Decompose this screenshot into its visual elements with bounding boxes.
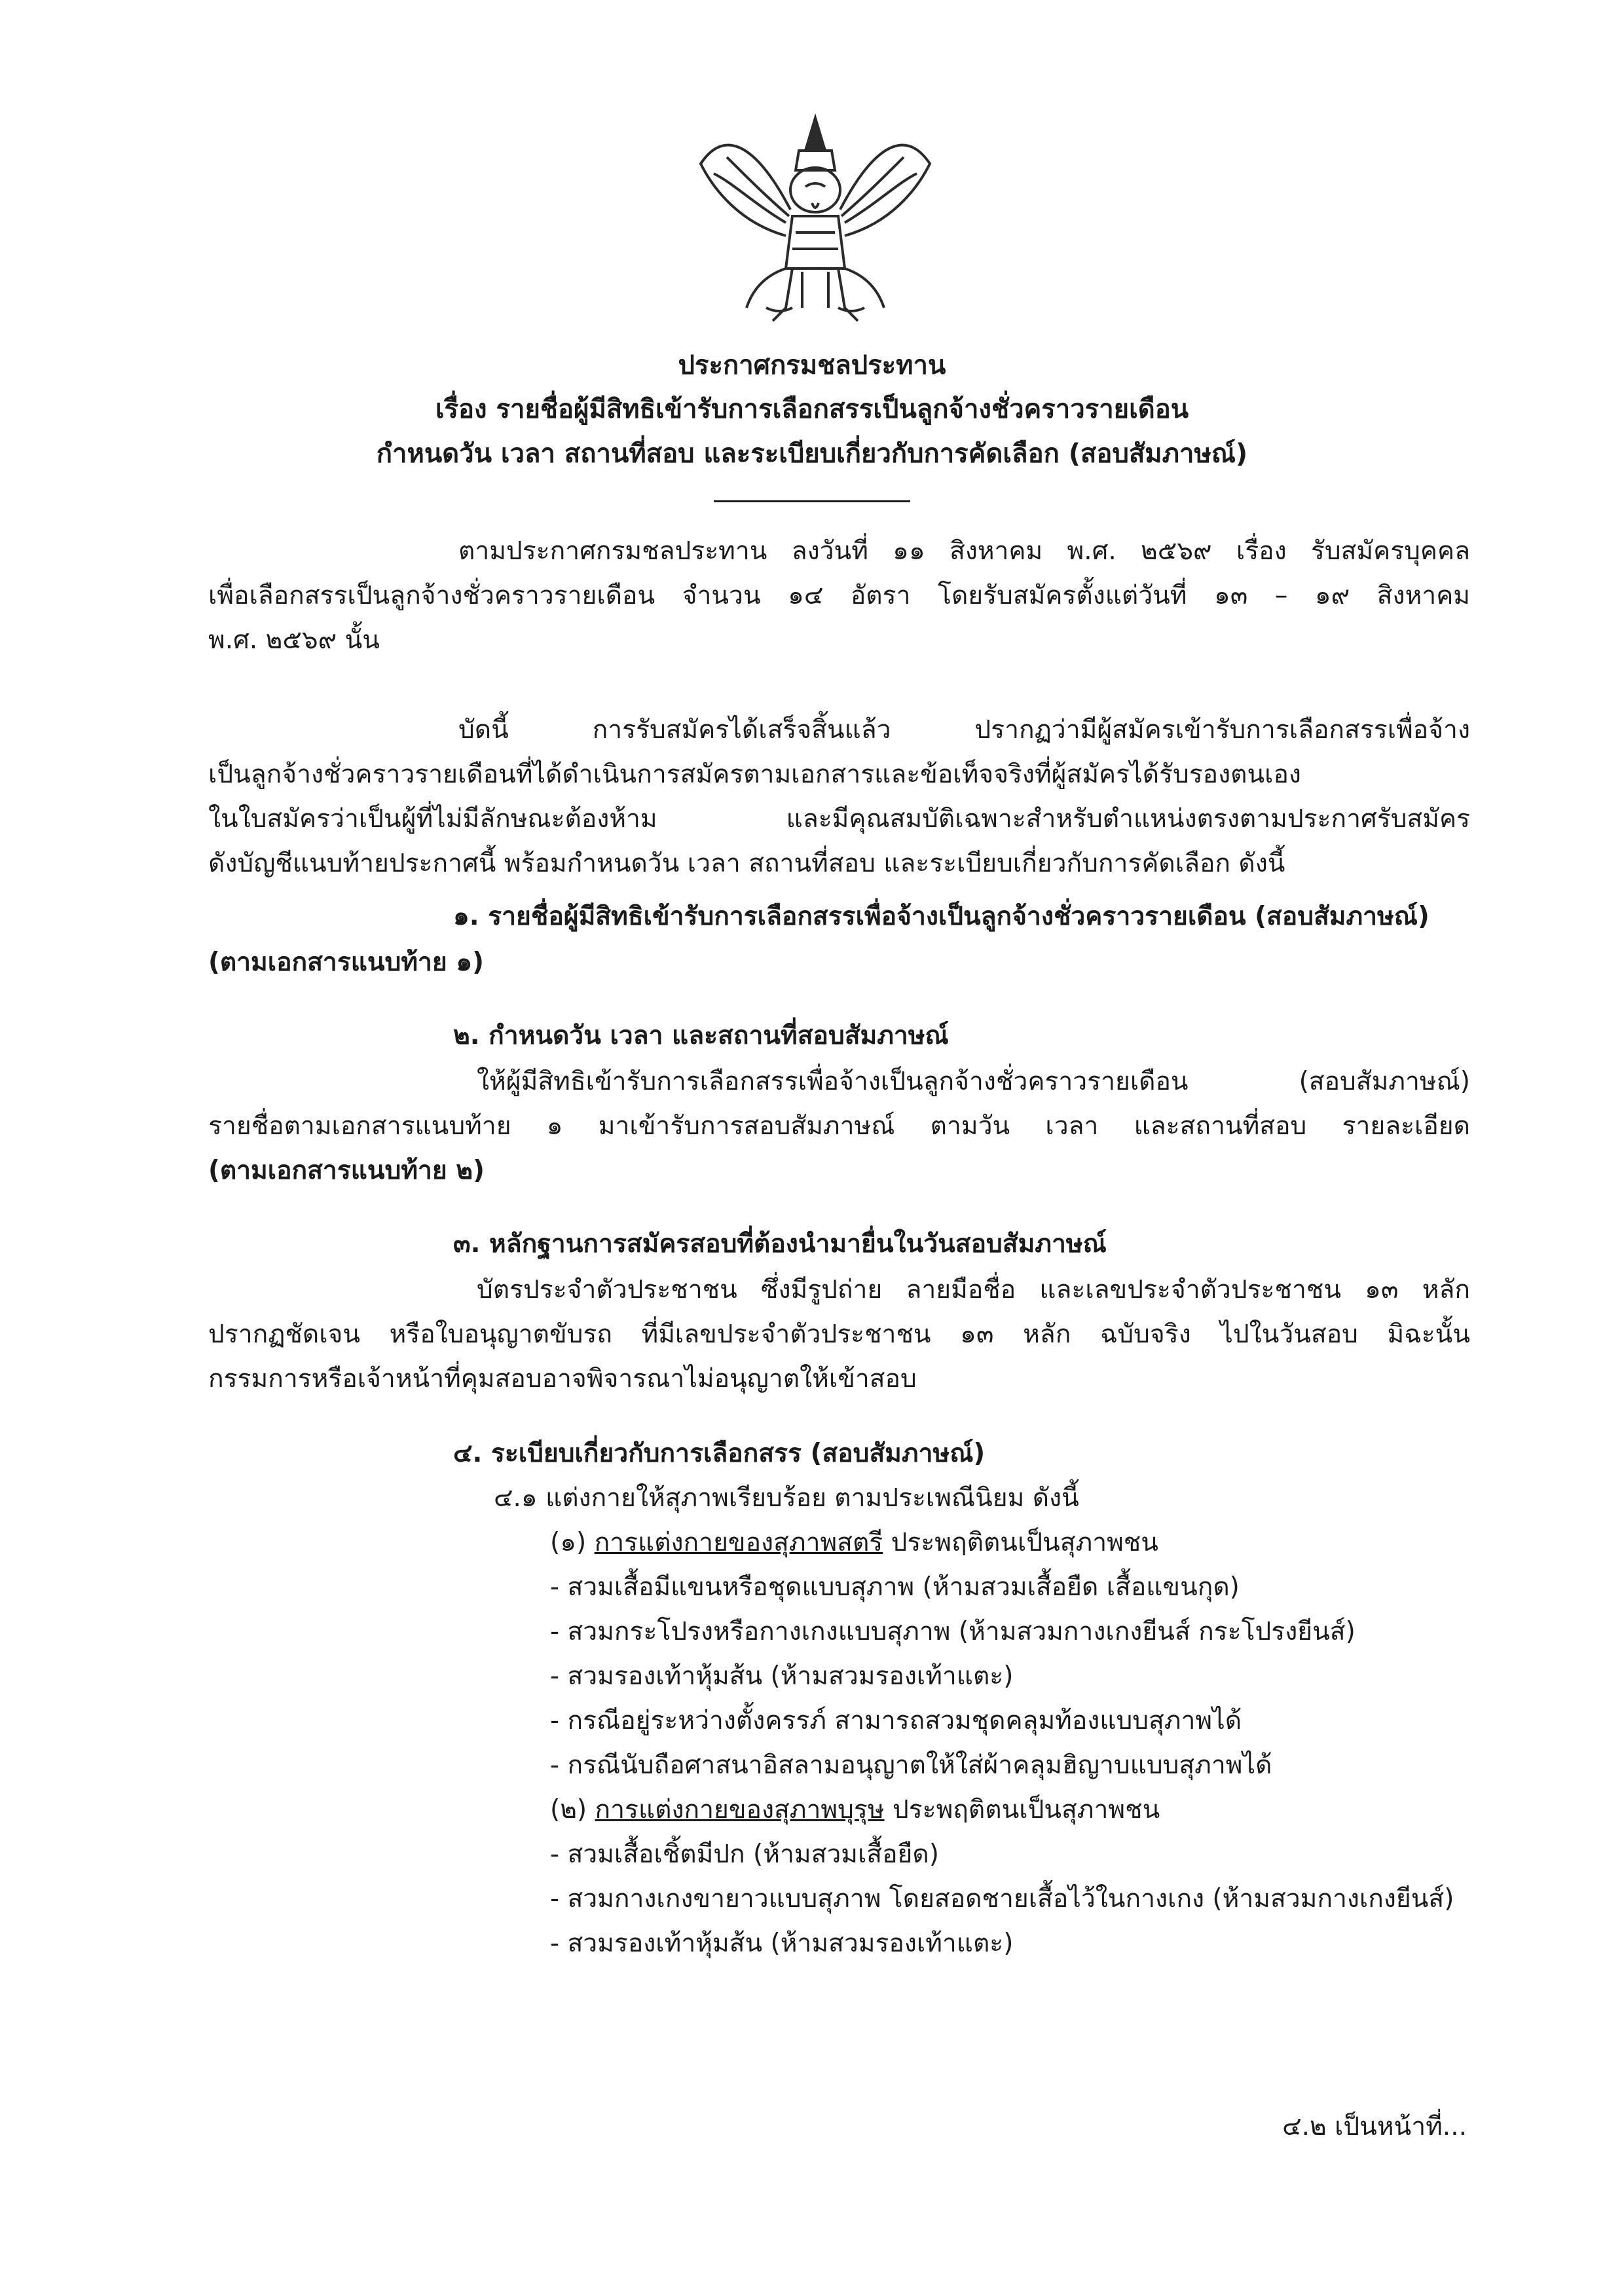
- men-dress-title: การแต่งกายของสุภาพบุรุษ: [595, 1795, 885, 1824]
- men-item-1: - สวมเสื้อเชิ้ตมีปก (ห้ามสวมเสื้อยืด): [550, 1840, 939, 1869]
- women-item-number: (๑): [550, 1528, 587, 1557]
- women-item-2: - สวมกระโปรงหรือกางเกงแบบสุภาพ (ห้ามสวมกางเกงยีนส์ กระโปรงยีนส์): [550, 1617, 1356, 1646]
- women-dress-title: การแต่งกายของสุภาพสตรี: [594, 1528, 883, 1557]
- section-4-1: ๔.๑ แต่งกายให้สุภาพเรียบร้อย ตามประเพณีนิยม ดังนี้: [494, 1483, 1079, 1513]
- page-title: ประกาศกรมชลประทาน: [678, 350, 946, 380]
- subject-line-1: เรื่อง รายชื่อผู้มีสิทธิเข้ารับการเลือกสรรเป็นลูกจ้างชั่วคราวรายเดือน: [435, 394, 1189, 424]
- section-3-line-2: ปรากฏชัดเจน หรือใบอนุญาตขับรถ ที่มีเลขประจำตัวประชาชน ๑๓ หลัก ฉบับจริง ไปในวันสอบ มิฉะนั้น: [208, 1320, 1470, 1349]
- subject-line-2: กำหนดวัน เวลา สถานที่สอบ และระเบียบเกี่ยวกับการคัดเลือก (สอบสัมภาษณ์): [376, 439, 1248, 469]
- women-dress-rest: ประพฤติตนเป็นสุภาพชน: [891, 1528, 1158, 1557]
- section-2-line-1: ให้ผู้มีสิทธิเข้ารับการเลือกสรรเพื่อจ้างเป็นลูกจ้างชั่วคราวรายเดือน (สอบสัมภาษณ์): [477, 1067, 1470, 1096]
- women-item-5: - กรณีนับถือศาสนาอิสลามอนุญาตให้ใส่ผ้าคลุมฮิญาบแบบสุภาพได้: [550, 1750, 1272, 1780]
- women-item-1: - สวมเสื้อมีแขนหรือชุดแบบสุภาพ (ห้ามสวมเสื้อยืด เสื้อแขนกุด): [550, 1572, 1240, 1602]
- men-item-number: (๒): [550, 1795, 587, 1824]
- men-dress-heading: [550, 1797, 1160, 1823]
- section-3-line-1: บัตรประจำตัวประชาชน ซึ่งมีรูปถ่าย ลายมือชื่อ และเลขประจำตัวประชาชน ๑๓ หลัก: [477, 1275, 1470, 1305]
- para2-line-4: ดังบัญชีแนบท้ายประกาศนี้ พร้อมกำหนดวัน เวลา สถานที่สอบ และระเบียบเกี่ยวกับการคัดเลือก ดังนี้: [208, 849, 1285, 878]
- intro-line-3: พ.ศ. ๒๕๖๙ นั้น: [208, 625, 380, 655]
- next-page-note: ๔.๒ เป็นหน้าที่...: [1282, 2112, 1467, 2141]
- garuda-emblem-icon: [688, 111, 943, 327]
- section-3-line-3: กรรมการหรือเจ้าหน้าที่คุมสอบอาจพิจารณาไม่อนุญาตให้เข้าสอบ: [208, 1364, 917, 1394]
- intro-line-2: เพื่อเลือกสรรเป็นลูกจ้างชั่วคราวรายเดือน จำนวน ๑๔ อัตรา โดยรับสมัครตั้งแต่วันที่ ๑๓ – ๑๙ สิงหาคม: [208, 581, 1470, 610]
- section-2-title: ๒. กำหนดวัน เวลา และสถานที่สอบสัมภาษณ์: [453, 1021, 949, 1050]
- intro-line-1: ตามประกาศกรมชลประทาน ลงวันที่ ๑๑ สิงหาคม พ.ศ. ๒๕๖๙ เรื่อง รับสมัครบุคคล: [458, 536, 1470, 566]
- para2-line-1: บัดนี้ การรับสมัครได้เสร็จสิ้นแล้ว ปรากฏว่ามีผู้สมัครเข้ารับการเลือกสรรเพื่อจ้าง: [458, 715, 1470, 745]
- women-item-3: - สวมรองเท้าหุ้มส้น (ห้ามสวมรองเท้าแตะ): [550, 1661, 1014, 1691]
- women-item-4: - กรณีอยู่ระหว่างตั้งครรภ์ สามารถสวมชุดคลุมท้องแบบสุภาพได้: [550, 1706, 1242, 1735]
- men-item-3: - สวมรองเท้าหุ้มส้น (ห้ามสวมรองเท้าแตะ): [550, 1929, 1014, 1958]
- header-divider: [714, 500, 910, 502]
- men-dress-rest: ประพฤติตนเป็นสุภาพชน: [892, 1795, 1160, 1824]
- section-1-attachment: (ตามเอกสารแนบท้าย ๑): [208, 948, 484, 977]
- para2-line-2: เป็นลูกจ้างชั่วคราวรายเดือนที่ได้ดำเนินการสมัครตามเอกสารและข้อเท็จจริงที่ผู้สมัครได้รับรองตนเอง: [208, 760, 1301, 789]
- para2-line-3: ในใบสมัครว่าเป็นผู้ที่ไม่มีลักษณะต้องห้าม และมีคุณสมบัติเฉพาะสำหรับตำแหน่งตรงตามประกาศรับสมัคร: [208, 804, 1470, 834]
- section-1-title: ๑. รายชื่อผู้มีสิทธิเข้ารับการเลือกสรรเพื่อจ้างเป็นลูกจ้างชั่วคราวรายเดือน (สอบสัมภาษณ์): [453, 902, 1430, 931]
- section-2-attachment: (ตามเอกสารแนบท้าย ๒): [208, 1156, 485, 1185]
- section-2-line-2: รายชื่อตามเอกสารแนบท้าย ๑ มาเข้ารับการสอบสัมภาษณ์ ตามวัน เวลา และสถานที่สอบ รายละเอียด: [208, 1111, 1470, 1141]
- men-item-2: - สวมกางเกงขายาวแบบสุภาพ โดยสอดชายเสื้อไว้ในกางเกง (ห้ามสวมกางเกงยีนส์): [550, 1884, 1454, 1914]
- women-dress-heading: [550, 1530, 1158, 1555]
- section-3-title: ๓. หลักฐานการสมัครสอบที่ต้องนำมายื่นในวันสอบสัมภาษณ์: [453, 1229, 1107, 1259]
- section-4-title: ๔. ระเบียบเกี่ยวกับการเลือกสรร (สอบสัมภาษณ์): [453, 1439, 986, 1468]
